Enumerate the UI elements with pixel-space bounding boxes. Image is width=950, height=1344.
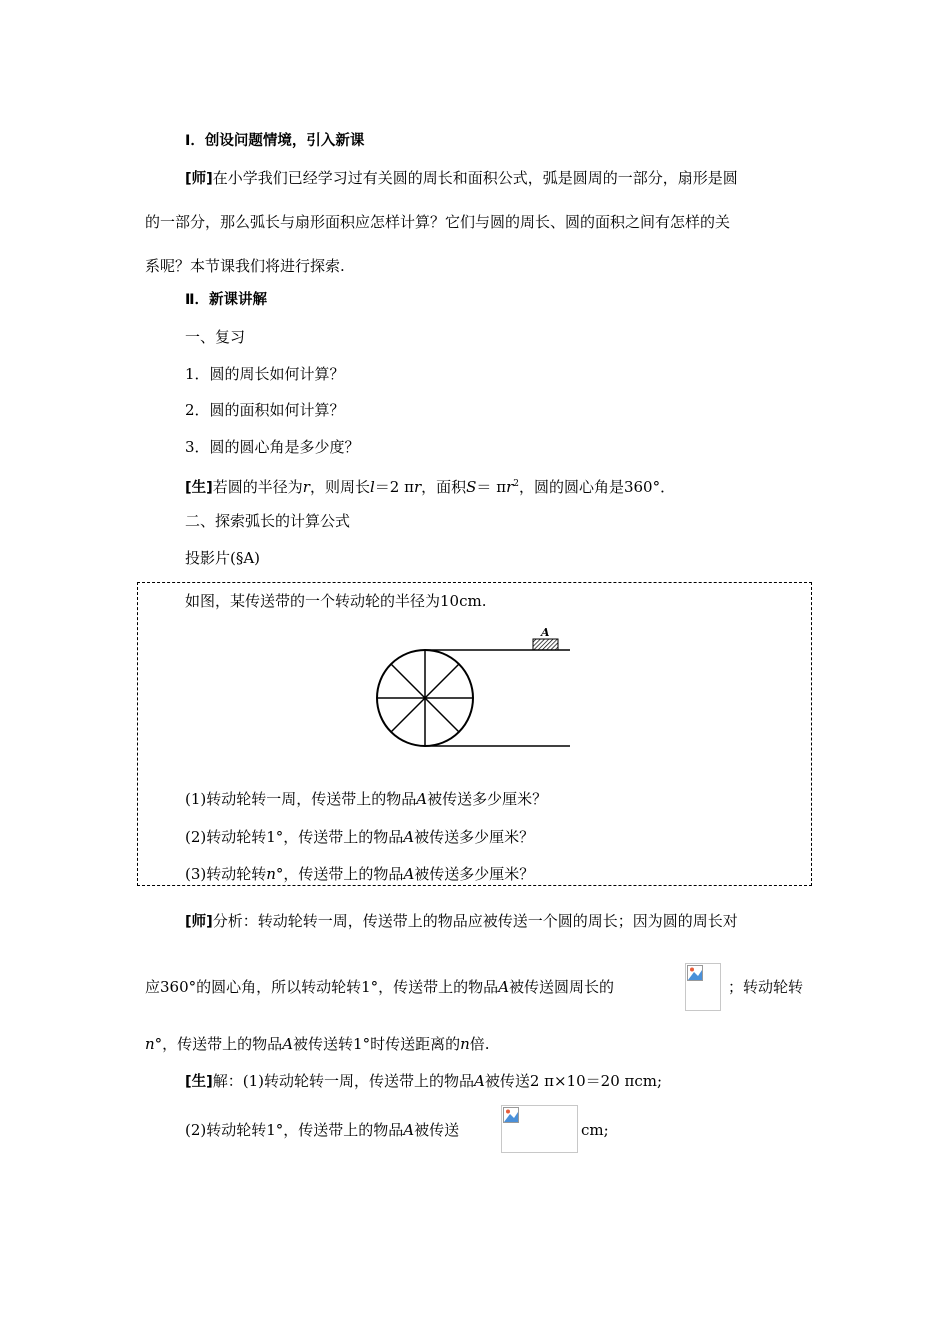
section-title-2: Ⅱ．新课讲解 xyxy=(185,292,268,308)
var-a: A xyxy=(403,865,415,883)
question-text: 被传送多少厘米？ xyxy=(427,790,548,808)
answer-text: ，则周长 xyxy=(309,478,370,496)
question-text: (3)转动轮转 xyxy=(185,865,267,883)
object-a-block xyxy=(533,639,558,650)
section-title-1: Ⅰ．创设问题情境，引入新课 xyxy=(185,133,365,149)
var-a: A xyxy=(403,1121,415,1139)
var-r: r xyxy=(506,478,514,496)
student-answer xyxy=(185,474,675,498)
analysis-text: 被传送转1°时传送距离的 xyxy=(293,1035,461,1053)
explore-heading: 二、探索弧长的计算公式 xyxy=(185,512,351,530)
broken-image-icon xyxy=(687,965,703,981)
analysis-text: 分析：转动轮转一周，传送带上的物品应被传送一个圆的周长；因为圆的周长对 xyxy=(212,912,738,930)
var-a: A xyxy=(282,1035,294,1053)
analysis-line-2 xyxy=(145,977,614,997)
question-text: °，传送带上的物品 xyxy=(275,865,404,883)
analysis-line-2-end: ；转动轮转 xyxy=(728,978,804,996)
var-l: l xyxy=(369,478,375,496)
solution-text: 解：(1)转动轮转一周，传送带上的物品 xyxy=(212,1072,475,1090)
student-tag: [生] xyxy=(185,480,213,496)
review-heading: 一、复习 xyxy=(185,328,246,346)
review-question-1: 1．圆的周长如何计算？ xyxy=(185,365,345,383)
answer-text: ，面积 xyxy=(421,478,467,496)
solution-line-2 xyxy=(185,1120,459,1140)
var-s: S xyxy=(466,478,477,496)
box-question-1 xyxy=(185,789,547,809)
question-text: (2)转动轮转1°，传送带上的物品 xyxy=(185,828,404,846)
box-intro: 如图，某传送带的一个转动轮的半径为10cm. xyxy=(185,592,487,610)
review-question-3: 3．圆的圆心角是多少度？ xyxy=(185,438,360,456)
analysis-text: °，传送带上的物品 xyxy=(154,1035,283,1053)
analysis-text: 被传送圆周长的 xyxy=(509,978,615,996)
box-question-2 xyxy=(185,827,534,847)
answer-text: ，圆的圆心角是360°． xyxy=(518,478,676,496)
student-tag: [生] xyxy=(185,1074,213,1090)
var-a: A xyxy=(474,1072,485,1090)
analysis-line-3 xyxy=(145,1034,490,1054)
answer-text: ＝2 π xyxy=(374,478,414,496)
slide-label: 投影片(§A) xyxy=(185,549,261,567)
solution-text: 被传送2 π×10＝20 πcm; xyxy=(484,1072,663,1090)
broken-image-placeholder xyxy=(501,1105,578,1153)
teacher-tag: [师] xyxy=(185,914,213,930)
superscript: 2 xyxy=(513,479,519,489)
broken-image-placeholder xyxy=(685,963,721,1011)
var-a: A xyxy=(416,790,428,808)
solution-text: 被传送 xyxy=(414,1121,460,1139)
question-text: 被传送多少厘米？ xyxy=(414,828,535,846)
review-question-2: 2．圆的面积如何计算？ xyxy=(185,401,345,419)
var-r: r xyxy=(302,478,310,496)
analysis-text: 倍. xyxy=(469,1035,490,1053)
var-a: A xyxy=(498,978,510,996)
box-question-3 xyxy=(185,864,534,884)
answer-text: 若圆的半径为 xyxy=(212,478,303,496)
broken-image-icon xyxy=(503,1107,519,1123)
solution-text: (2)转动轮转1°，传送带上的物品 xyxy=(185,1121,404,1139)
intro-line-3: 系呢？本节课我们将进行探索. xyxy=(145,257,345,275)
analysis-line-1 xyxy=(185,911,738,932)
analysis-text: 应360°的圆心角，所以转动轮转1°，传送带上的物品 xyxy=(145,978,499,996)
question-text: 被传送多少厘米？ xyxy=(414,865,535,883)
question-text: (1)转动轮转一周，传送带上的物品 xyxy=(185,790,417,808)
var-n: n xyxy=(266,865,276,883)
conveyor-figure xyxy=(370,618,580,754)
var-n: n xyxy=(145,1035,155,1053)
var-n: n xyxy=(460,1035,470,1053)
var-a: A xyxy=(403,828,415,846)
intro-text-1: 在小学我们已经学习过有关圆的周长和面积公式，弧是圆周的一部分，扇形是圆 xyxy=(212,169,738,187)
answer-text: ＝ π xyxy=(476,478,507,496)
var-r: r xyxy=(413,478,422,496)
solution-line-2-end: cm; xyxy=(581,1121,609,1139)
solution-line-1 xyxy=(185,1071,662,1092)
intro-line-2: 的一部分，那么弧长与扇形面积应怎样计算？它们与圆的周长、圆的面积之间有怎样的关 xyxy=(145,213,731,231)
intro-line-1 xyxy=(185,168,738,189)
object-a-label: A xyxy=(541,626,550,639)
teacher-tag: [师] xyxy=(185,171,213,187)
